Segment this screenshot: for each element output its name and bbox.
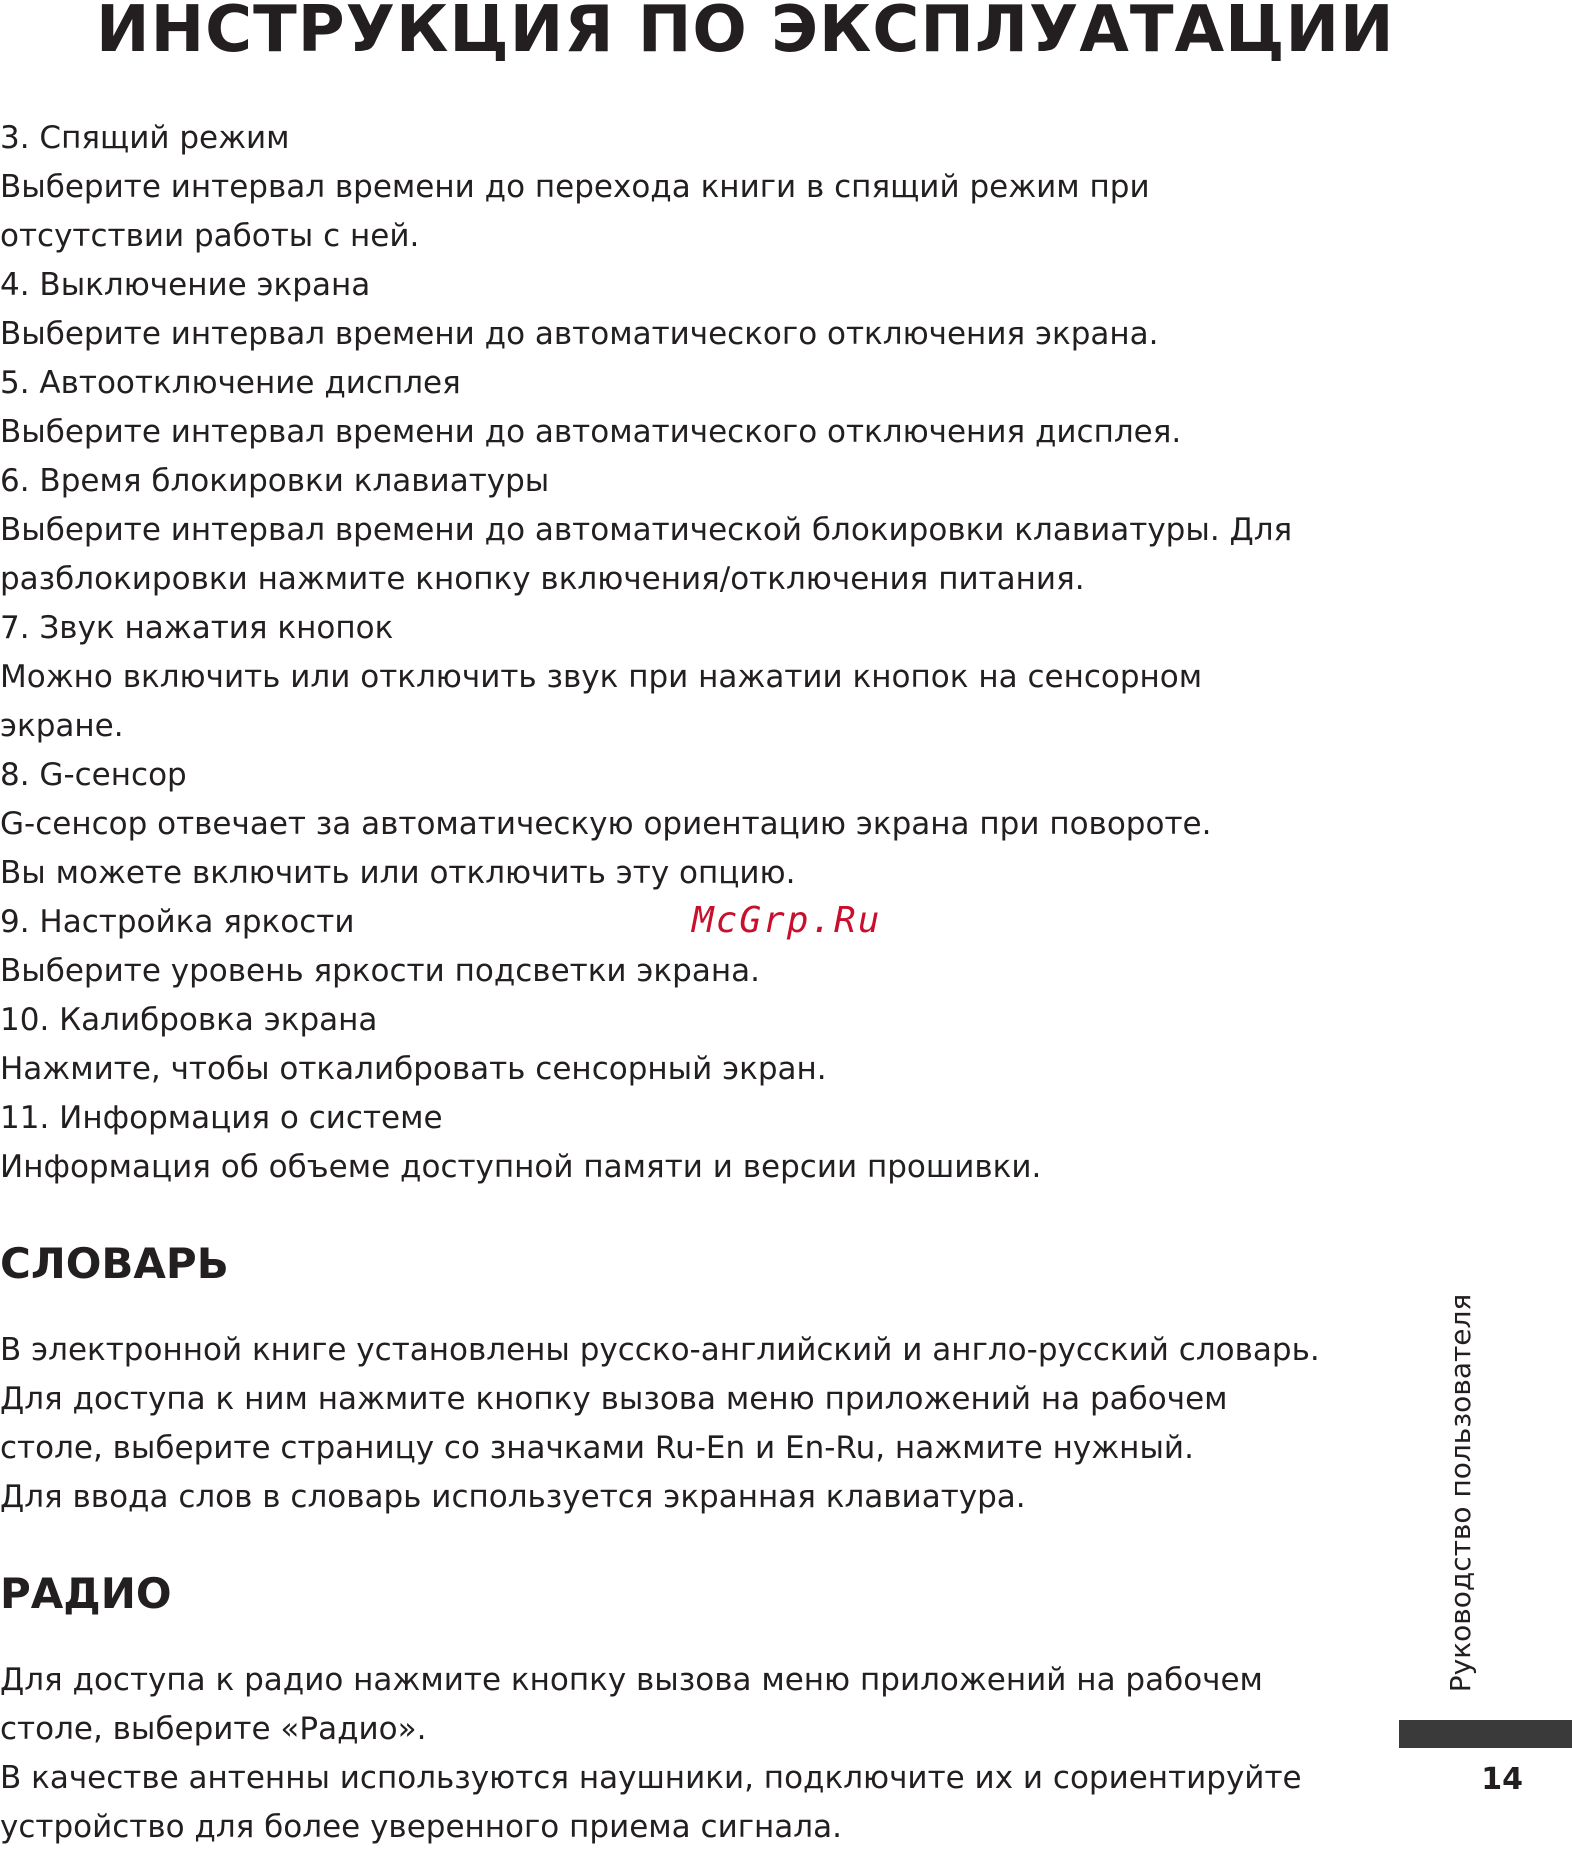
- watermark: McGrp.Ru: [692, 900, 882, 941]
- radio-line: Для доступа к радио нажмите кнопку вызова меню приложений на рабочем: [0, 1662, 1263, 1698]
- settings-line: 10. Калибровка экрана: [0, 1002, 378, 1038]
- dictionary-section: [0, 1236, 1380, 1522]
- radio-section: [0, 1566, 1380, 1852]
- side-label: Руководство пользователя: [1444, 1293, 1477, 1693]
- settings-line: Информация об объеме доступной памяти и версии прошивки.: [0, 1149, 1042, 1185]
- dictionary-line: В электронной книге установлены русско-английский и англо-русский словарь.: [0, 1332, 1320, 1368]
- settings-line: Вы можете включить или отключить эту опцию.: [0, 855, 796, 891]
- side-bar: [1399, 1720, 1572, 1748]
- settings-line: 5. Автоотключение дисплея: [0, 365, 461, 401]
- settings-line: разблокировки нажмите кнопку включения/отключения питания.: [0, 561, 1085, 597]
- radio-line: В качестве антенны используются наушники, подключите их и сориентируйте: [0, 1760, 1302, 1796]
- page-number: 14: [1481, 1762, 1523, 1797]
- settings-line: G-сенсор отвечает за автоматическую ориентацию экрана при повороте.: [0, 806, 1212, 842]
- settings-line: Нажмите, чтобы откалибровать сенсорный экран.: [0, 1051, 827, 1087]
- settings-line: отсутствии работы с ней.: [0, 218, 420, 254]
- settings-line: Можно включить или отключить звук при нажатии кнопок на сенсорном: [0, 659, 1203, 695]
- dictionary-line: Для доступа к ним нажмите кнопку вызова меню приложений на рабочем: [0, 1381, 1228, 1417]
- settings-line: 8. G-сенсор: [0, 757, 187, 793]
- dictionary-line: столе, выберите страницу со значками Ru-En и En-Ru, нажмите нужный.: [0, 1430, 1194, 1466]
- settings-line: 9. Настройка яркости: [0, 904, 355, 940]
- settings-line: 4. Выключение экрана: [0, 267, 371, 303]
- radio-line: устройство для более уверенного приема сигнала.: [0, 1809, 842, 1845]
- settings-line: Выберите интервал времени до автоматической блокировки клавиатуры. Для: [0, 512, 1293, 548]
- page-title: ИНСТРУКЦИЯ ПО ЭКСПЛУАТАЦИИ: [96, 0, 1395, 67]
- settings-line: 3. Спящий режим: [0, 120, 290, 156]
- radio-heading: РАДИО: [0, 1569, 172, 1618]
- dictionary-heading: СЛОВАРЬ: [0, 1239, 229, 1288]
- settings-line: 11. Информация о системе: [0, 1100, 443, 1136]
- settings-line: экране.: [0, 708, 124, 744]
- page-content: [0, 114, 1380, 1852]
- settings-line: Выберите интервал времени до автоматического отключения дисплея.: [0, 414, 1182, 450]
- settings-list: [0, 114, 1380, 1192]
- settings-line: Выберите уровень яркости подсветки экрана.: [0, 953, 760, 989]
- radio-line: столе, выберите «Радио».: [0, 1711, 427, 1747]
- settings-line: Выберите интервал времени до перехода книги в спящий режим при: [0, 169, 1150, 205]
- settings-line: Выберите интервал времени до автоматического отключения экрана.: [0, 316, 1159, 352]
- settings-line: 6. Время блокировки клавиатуры: [0, 463, 550, 499]
- settings-line: 7. Звук нажатия кнопок: [0, 610, 394, 646]
- dictionary-line: Для ввода слов в словарь используется экранная клавиатура.: [0, 1479, 1026, 1515]
